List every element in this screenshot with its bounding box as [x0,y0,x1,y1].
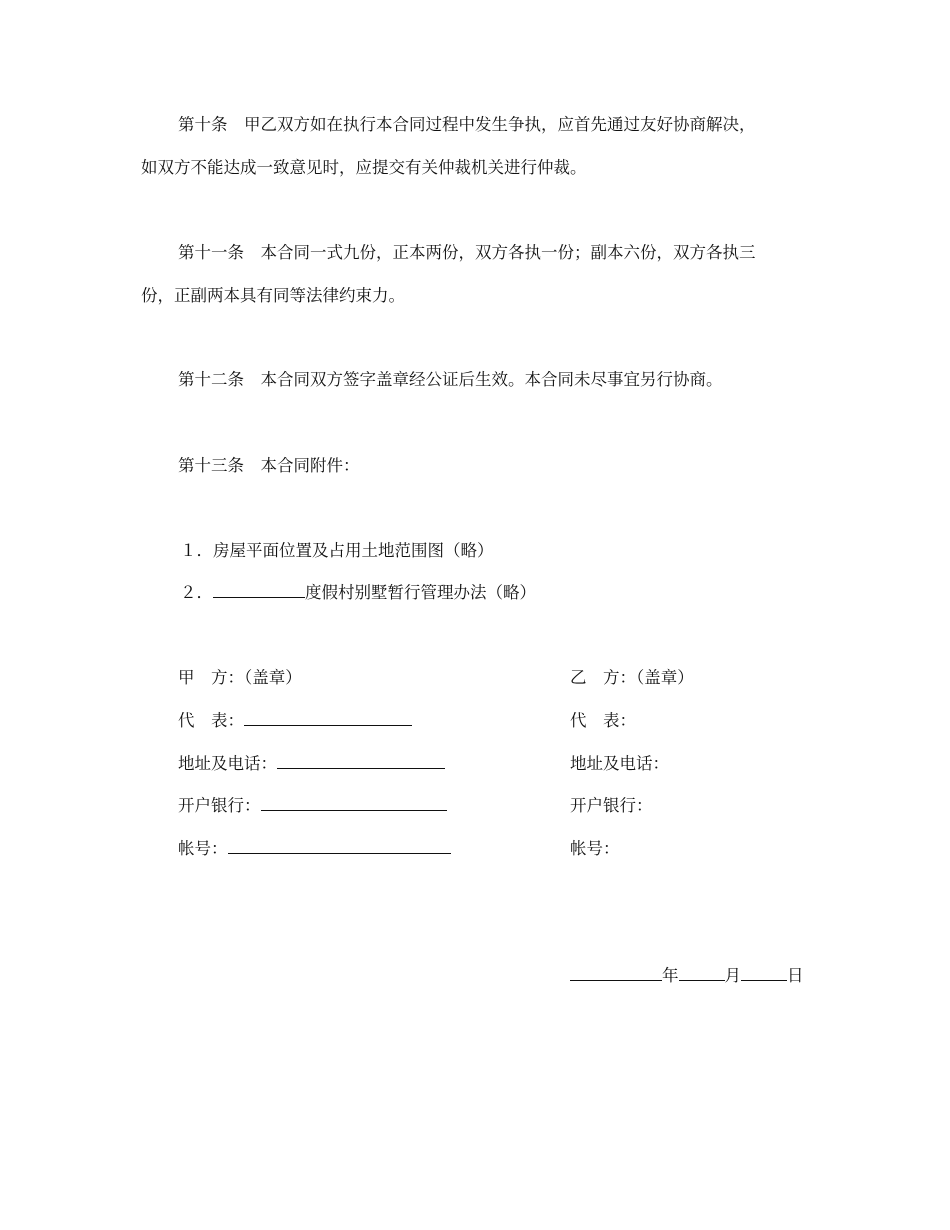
date-month: 月 [724,966,741,985]
signing-date [570,966,804,986]
attachment-2 [180,583,536,603]
party-a-account-label: 帐号： [178,839,228,858]
article-13: 第十三条 本合同附件： [178,456,360,475]
party-a-seal: 甲 方：（盖章） [178,668,302,687]
blank-line [213,583,305,598]
blank-line [244,711,412,726]
blank-line [277,754,445,769]
blank-line [741,966,787,981]
party-a-rep-label: 代 表： [178,711,244,730]
party-a-bank [178,796,447,816]
party-a-bank-label: 开户银行： [178,796,261,815]
date-day: 日 [787,966,804,985]
attachment-text: 度假村别墅暂行管理办法（略） [305,583,536,602]
party-b-account: 帐号： [570,839,620,858]
attachment-number: １． [180,541,213,560]
article-10-line1: 第十条 甲乙双方如在执行本合同过程中发生争执，应首先通过友好协商解决， [178,115,756,134]
party-b-rep: 代 表： [570,711,636,730]
blank-line [228,839,451,854]
article-11-line1: 第十一条 本合同一式九份，正本两份，双方各执一份；副本六份，双方各执三 [178,243,756,262]
party-b-bank: 开户银行： [570,796,653,815]
party-b-address: 地址及电话： [570,754,669,773]
attachment-text: 房屋平面位置及占用土地范围图（略） [213,541,494,560]
blank-line [261,796,447,811]
party-a-address [178,754,445,774]
attachment-number: ２． [180,583,213,602]
blank-line [570,966,662,981]
attachment-1 [180,541,494,561]
party-a-account [178,839,451,859]
date-year: 年 [662,966,679,985]
article-12: 第十二条 本合同双方签字盖章经公证后生效。本合同未尽事宜另行协商。 [178,370,723,389]
party-a-rep [178,711,412,731]
article-10-line2: 如双方不能达成一致意见时，应提交有关仲裁机关进行仲裁。 [141,158,587,177]
article-11-line2: 份，正副两本具有同等法律约束力。 [141,286,405,305]
party-a-address-label: 地址及电话： [178,754,277,773]
party-b-seal: 乙 方：（盖章） [570,668,694,687]
blank-line [679,966,725,981]
